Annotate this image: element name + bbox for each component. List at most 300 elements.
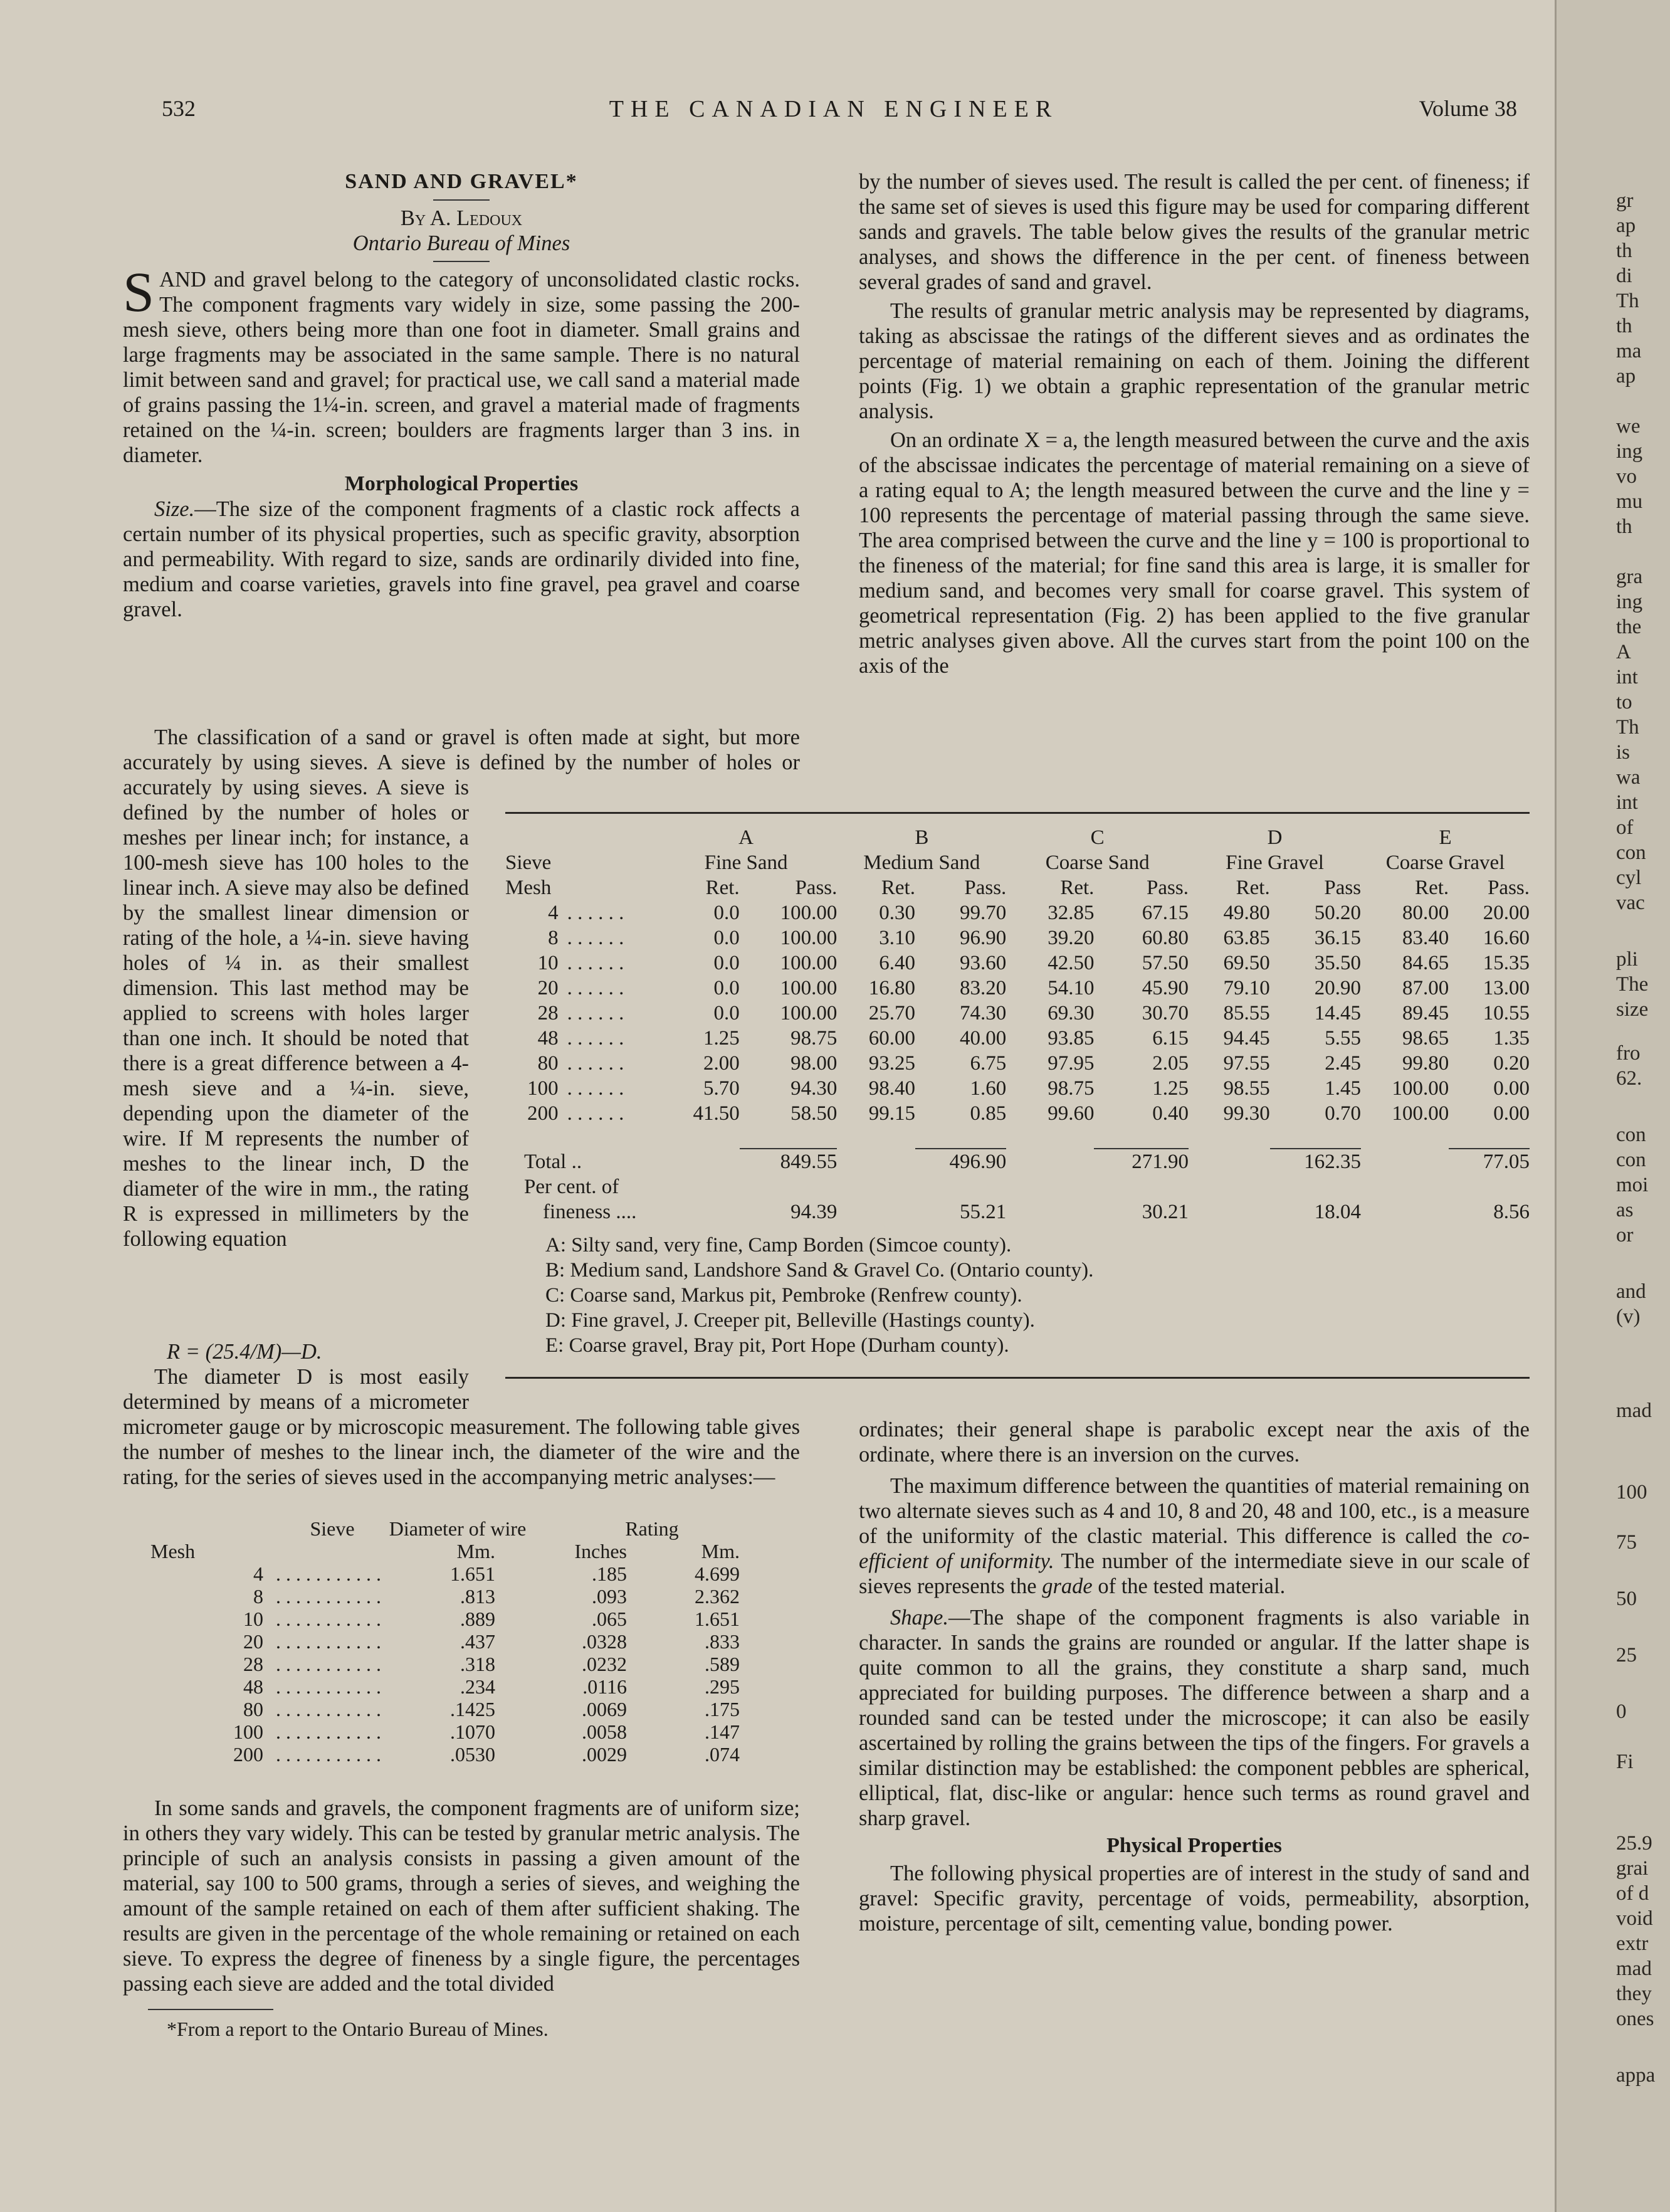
- pass-head-e: Pass.: [1488, 877, 1530, 899]
- intro-paragraph: [123, 261, 800, 468]
- bleed-line: size: [1616, 998, 1649, 1021]
- bleed-line: pli: [1616, 948, 1638, 971]
- bleed-line: Th: [1616, 716, 1639, 739]
- page-number: 532: [162, 96, 196, 121]
- pass-cell: 10.55: [1483, 1002, 1530, 1024]
- sieve-cell-r: .295: [705, 1675, 740, 1698]
- ret-cell: 99.80: [1402, 1052, 1449, 1075]
- bleed-line: and: [1616, 1280, 1646, 1303]
- bleed-line: (v): [1616, 1305, 1641, 1328]
- analysis-row: [505, 925, 1530, 951]
- table-top-rule: [505, 812, 1530, 814]
- pass-cell: 0.40: [1152, 1102, 1189, 1125]
- shape-text: —The shape of the component fragments is also variable in character. In sands the grains are rounded or angular. If the latter shape is quite common to all the grains, they constitute a sharp sand, much appreciated for building purposes. The difference between a sharp and a rounded sand can be tested under the microscope; it can also be easily ascertained by rolling the grains between the tips of the fingers. For gravels a similar distinction may be established: the component pebbles are spherical, elliptical, flat, disc-like or angular: hence such terms as round gravel and sharp gravel.: [859, 1606, 1530, 1830]
- micrometer-paragraph-b: micrometer gauge or by microscopic measurement. The following table gives the number of meshes to the linear inch, the diameter of the wire and the rating, for the series of sieves used in the accompanying metric analyses:—: [123, 1415, 800, 1489]
- analysis-row: [505, 976, 1530, 1001]
- sieve-cell-mesh: 100: [233, 1720, 263, 1743]
- pass-cell: 15.35: [1483, 952, 1530, 974]
- ret-cell: 93.85: [1048, 1027, 1095, 1050]
- sieve-row: [150, 1630, 777, 1653]
- sieve-cell-in: .0232: [582, 1653, 627, 1675]
- bleed-line: 25.9: [1616, 1832, 1652, 1855]
- bleed-line: 75: [1616, 1531, 1637, 1554]
- sieve-cell-mesh: 8: [253, 1585, 263, 1608]
- fineness-c: 30.21: [1142, 1201, 1189, 1223]
- sieve-cell-r: 4.699: [695, 1562, 740, 1585]
- title-rule: [433, 199, 490, 201]
- ret-cell: 0.0: [713, 977, 740, 999]
- bleed-line: fro: [1616, 1042, 1641, 1065]
- bleed-line: they: [1616, 1983, 1652, 2005]
- analysis-subhead-row: [505, 875, 1530, 900]
- sieve-cell-mm: .234: [460, 1675, 495, 1698]
- ret-cell: 94.45: [1223, 1027, 1270, 1050]
- ret-cell: 39.20: [1048, 927, 1095, 949]
- sieve-row: [150, 1720, 777, 1743]
- pass-cell: 100.00: [780, 1002, 838, 1024]
- pass-cell: 6.15: [1152, 1027, 1189, 1050]
- bleed-line: is: [1616, 741, 1631, 764]
- wire-col-head: Diameter of wire: [389, 1517, 527, 1540]
- ret-cell: 16.80: [868, 977, 915, 999]
- dot-leader: . . . . . . . . . . .: [276, 1675, 381, 1698]
- page-header: [150, 95, 1517, 133]
- ret-cell: 2.00: [703, 1052, 740, 1075]
- ret-cell: 69.30: [1048, 1002, 1095, 1024]
- sieve-cell-r: .589: [705, 1653, 740, 1675]
- sieve-cell-mesh: 80: [243, 1698, 263, 1720]
- pass-cell: 100.00: [780, 952, 838, 974]
- ret-cell: 63.85: [1223, 927, 1270, 949]
- pass-cell: 16.60: [1483, 927, 1530, 949]
- col-letter-c: C: [1090, 826, 1105, 849]
- analysis-total-row: [505, 1149, 1530, 1174]
- footnote: *From a report to the Ontario Bureau of Mines.: [167, 2018, 549, 2040]
- sieve-cell-r: .074: [705, 1743, 740, 1766]
- ret-cell: 89.45: [1402, 1002, 1449, 1024]
- analysis-row: [505, 1076, 1530, 1101]
- bleed-line: The: [1616, 973, 1649, 996]
- left-column-lower: [123, 1364, 800, 1414]
- pass-cell: 98.75: [790, 1027, 838, 1050]
- sieve-cell-mm: .318: [460, 1653, 495, 1675]
- pass-cell: 13.00: [1483, 977, 1530, 999]
- classification-paragraph-narrow: [123, 775, 469, 1251]
- grade-term: grade: [1042, 1574, 1093, 1598]
- table-bottom-rule: [505, 1377, 1530, 1379]
- dot-leader: . . . . . .: [567, 1077, 624, 1100]
- sieve-table-head1: [150, 1517, 777, 1540]
- dot-leader: . . . . . .: [567, 1102, 624, 1125]
- total-c: 271.90: [1132, 1151, 1189, 1173]
- dot-leader: . . . . . .: [567, 952, 624, 974]
- pass-cell: 57.50: [1142, 952, 1189, 974]
- pass-cell: 6.75: [970, 1052, 1007, 1075]
- analysis-mesh: 10: [537, 952, 559, 974]
- sieve-cell-in: .0069: [582, 1698, 627, 1720]
- bleed-line: vo: [1616, 465, 1637, 488]
- sieve-row: [150, 1743, 777, 1766]
- total-b: 496.90: [949, 1151, 1007, 1173]
- bleed-line: Fi: [1616, 1751, 1634, 1773]
- ret-cell: 49.80: [1223, 902, 1270, 924]
- ret-cell: 41.50: [693, 1102, 740, 1125]
- sieve-table-head2: [150, 1540, 777, 1562]
- pass-head-b: Pass.: [964, 877, 1007, 899]
- ret-cell: 98.65: [1402, 1027, 1449, 1050]
- sieve-cell-mesh: 4: [253, 1562, 263, 1585]
- article-title: SAND AND GRAVEL*: [345, 170, 578, 193]
- pass-cell: 35.50: [1314, 952, 1362, 974]
- bleed-line: cyl: [1616, 866, 1642, 889]
- analysis-letter-row: [505, 825, 1530, 850]
- dot-leader: . . . . . . . . . . .: [276, 1743, 381, 1766]
- bleed-line: ing: [1616, 591, 1643, 613]
- sieve-cell-mm: .889: [460, 1608, 495, 1630]
- bleed-line: 100: [1616, 1481, 1647, 1504]
- pass-cell: 1.35: [1493, 1027, 1530, 1050]
- bleed-line: to: [1616, 691, 1632, 714]
- ret-cell: 42.50: [1048, 952, 1095, 974]
- bleed-line: mad: [1616, 1399, 1652, 1422]
- dot-leader: . . . . . . . . . . .: [276, 1585, 381, 1608]
- dot-leader: . . . . . . . . . . .: [276, 1653, 381, 1675]
- dot-leader: . . . . . . . . . . .: [276, 1562, 381, 1585]
- ret-cell: 0.0: [713, 1002, 740, 1024]
- total-a: 849.55: [780, 1151, 838, 1173]
- col-letter-d: D: [1267, 826, 1283, 849]
- analysis-name-row: [505, 850, 1530, 875]
- analysis-mesh: 80: [537, 1052, 559, 1075]
- dot-leader: . . . . . .: [567, 927, 624, 949]
- bleed-line: void: [1616, 1907, 1653, 1930]
- bleed-line: A: [1616, 641, 1631, 663]
- total-e: 77.05: [1483, 1151, 1530, 1173]
- analysis-fineness-label-row: [505, 1174, 1530, 1199]
- legend-b: B: Medium sand, Landshore Sand & Gravel Co. (Ontario county).: [545, 1259, 1094, 1282]
- legend-c: C: Coarse sand, Markus pit, Pembroke (Renfrew county).: [545, 1284, 1022, 1307]
- pass-cell: 40.00: [960, 1027, 1007, 1050]
- pass-cell: 83.20: [960, 977, 1007, 999]
- fineness-label-1: Per cent. of: [524, 1176, 619, 1198]
- analysis-mesh: 20: [537, 977, 559, 999]
- sieve-row: [150, 1653, 777, 1675]
- ret-cell: 60.00: [868, 1027, 915, 1050]
- bleed-line: int: [1616, 666, 1638, 688]
- analysis-row: [505, 951, 1530, 976]
- bleed-line: or: [1616, 1224, 1634, 1246]
- analysis-row: [505, 1051, 1530, 1076]
- ret-cell: 0.30: [879, 902, 915, 924]
- bleed-line: di: [1616, 265, 1632, 287]
- sieve-cell-mesh: 28: [243, 1653, 263, 1675]
- bleed-line: th: [1616, 515, 1632, 538]
- ret-head-e: Ret.: [1415, 877, 1449, 899]
- ret-cell: 3.10: [879, 927, 915, 949]
- dot-leader: . . . . . .: [567, 1002, 624, 1024]
- sieve-cell-in: .0029: [582, 1743, 627, 1766]
- total-label: Total ..: [524, 1150, 582, 1173]
- affiliation: Ontario Bureau of Mines: [352, 231, 570, 255]
- granular-text: In some sands and gravels, the component fragments are of uniform size; in others they vary widely. This can be tested by granular metric analysis. The principle of such an analysis consists in passing a given amount of the material, say 100 to 500 grams, through a series of sieves, and weighing the amount of the sample retained on each of them after sufficient shaking. The results are given in the percentage of the whole remaining or retained on each sieve. To express the degree of fineness by a single figure, the percentages passing each sieve are added and the total divided: [123, 1796, 800, 1996]
- col-name-a: Fine Sand: [704, 851, 788, 874]
- rating-col-head: Rating: [625, 1517, 679, 1540]
- sieve-cell-mm: .0530: [450, 1743, 495, 1766]
- ret-cell: 69.50: [1223, 952, 1270, 974]
- granular-paragraph: [123, 1796, 800, 1996]
- right-column-top: [859, 169, 1530, 754]
- bleed-line: the: [1616, 616, 1642, 638]
- sieve-cell-r: .833: [705, 1630, 740, 1653]
- ret-head-d: Ret.: [1236, 877, 1270, 899]
- bleed-line: wa: [1616, 766, 1641, 789]
- bleed-line: gra: [1616, 566, 1643, 588]
- sieve-row: [150, 1585, 777, 1608]
- dot-leader: . . . . . . . . . . .: [276, 1720, 381, 1743]
- ret-cell: 0.0: [713, 902, 740, 924]
- legend-d: D: Fine gravel, J. Creeper pit, Belleville (Hastings county).: [545, 1309, 1035, 1332]
- ret-cell: 99.30: [1223, 1102, 1270, 1125]
- sieve-cell-mm: .1425: [450, 1698, 495, 1720]
- bleed-line: grai: [1616, 1857, 1649, 1880]
- pass-cell: 0.85: [970, 1102, 1007, 1125]
- sieve-cell-in: .065: [592, 1608, 627, 1630]
- ret-cell: 93.25: [868, 1052, 915, 1075]
- sieve-cell-in: .185: [592, 1562, 627, 1585]
- dot-leader: . . . . . .: [567, 1052, 624, 1075]
- col-name-d: Fine Gravel: [1226, 851, 1324, 874]
- mm-col-head: Mm.: [456, 1540, 495, 1562]
- col-letter-a: A: [738, 826, 754, 849]
- byline: By A. Ledoux: [400, 206, 523, 230]
- bleed-line: con: [1616, 1124, 1646, 1146]
- bleed-line: appa: [1616, 2064, 1656, 2087]
- pass-cell: 0.20: [1493, 1052, 1530, 1075]
- dot-leader: . . . . . .: [567, 977, 624, 999]
- ret-cell: 97.55: [1223, 1052, 1270, 1075]
- analysis-mesh: 28: [537, 1002, 559, 1024]
- bleed-line: mu: [1616, 490, 1643, 513]
- sieve-cell-in: .093: [592, 1585, 627, 1608]
- ret-cell: 0.0: [713, 927, 740, 949]
- size-text: —The size of the component fragments of a clastic rock affects a certain number of its physical properties, such as specific gravity, absorption and permeability. With regard to size, sands are ordinarily divided into fine, medium and coarse varieties, gravels into fine gravel, pea gravel and coarse gravel.: [123, 497, 800, 621]
- ordinates-paragraph: ordinates; their general shape is parabolic except near the axis of the ordinate, where there is an inversion on the curves.: [859, 1418, 1530, 1467]
- equation-block: [123, 1339, 469, 1364]
- ret-head-a: Ret.: [705, 877, 740, 899]
- pass-cell: 20.00: [1483, 902, 1530, 924]
- total-d: 162.35: [1304, 1151, 1362, 1173]
- sieve-cell-in: .0058: [582, 1720, 627, 1743]
- pass-cell: 99.70: [960, 902, 1007, 924]
- pass-head-d: Pass: [1324, 877, 1362, 899]
- ret-cell: 99.60: [1048, 1102, 1095, 1125]
- left-column: [123, 169, 800, 622]
- col-letter-e: E: [1439, 826, 1452, 849]
- ordinate-paragraph: On an ordinate X = a, the length measured between the curve and the axis of the abscissae indicates the percentage of material remaining on a sieve of a rating equal to A; the length measured between the curve and the line y = 100 represents the percentage of material passing through the same sieve. The area comprised between the curve and the line y = 100 is proportional to the fineness of the material; for fine sand this area is large, it is smaller for medium sand, and becomes very small for coarse gravel. This system of geometrical representation (Fig. 2) has been applied to the five granular metric analyses given above. All the curves start from the point 100 on the axis of the: [859, 428, 1530, 678]
- journal-title: THE CANADIAN ENGINEER: [609, 96, 1059, 122]
- morphological-heading: Morphological Properties: [344, 472, 579, 495]
- bleed-line: extr: [1616, 1932, 1649, 1955]
- shape-lead: Shape.: [890, 1606, 948, 1630]
- pass-cell: 100.00: [780, 902, 838, 924]
- bleed-line: th: [1616, 315, 1632, 337]
- uniformity-text-c: of the tested material.: [1092, 1574, 1286, 1598]
- bleed-line: as: [1616, 1199, 1634, 1221]
- bleed-line: we: [1616, 415, 1641, 438]
- ret-cell: 98.55: [1223, 1077, 1270, 1100]
- bleed-line: ap: [1616, 365, 1636, 387]
- mesh-head: Mesh: [505, 877, 552, 899]
- bleed-line: mad: [1616, 1957, 1652, 1980]
- pass-cell: 74.30: [960, 1002, 1007, 1024]
- intro-text: AND and gravel belong to the category of unconsolidated clastic rocks. The component fragments vary widely in size, some passing the 200-mesh sieve, others being more than one foot in diameter. Small grains and large fragments may be associated in the same sample. There is no natural limit between sand and gravel; for practical use, we call sand a material made of grains passing the 1¼-in. screen, and gravel a material made of fragments retained on the ¼-in. screen; boulders are fragments larger than 3 ins. in diameter.: [123, 268, 800, 467]
- analysis-table: [505, 825, 1530, 1224]
- rmm-col-head: Mm.: [701, 1540, 740, 1562]
- dot-leader: . . . . . . . . . . .: [276, 1630, 381, 1653]
- ret-cell: 83.40: [1402, 927, 1449, 949]
- bleed-line: 0: [1616, 1700, 1627, 1723]
- pass-cell: 67.15: [1142, 902, 1189, 924]
- physical-paragraph: The following physical properties are of interest in the study of sand and gravel: Specific gravity, percentage of voids, permeability, absorption, moisture, percentage of silt, cementing value, bonding power.: [859, 1862, 1530, 1936]
- sieve-cell-r: 2.362: [695, 1585, 740, 1608]
- diagram-paragraph: The results of granular metric analysis may be represented by diagrams, taking as abscissae the ratings of the different sieves and as ordinates the percentage of material remaining on each of them. Joining the different points (Fig. 1) we obtain a graphic representation of the granular metric analysis.: [859, 299, 1530, 423]
- bleed-line: Th: [1616, 290, 1639, 312]
- pass-cell: 2.45: [1325, 1052, 1362, 1075]
- bleed-line: vac: [1616, 892, 1645, 914]
- analysis-mesh: 100: [527, 1077, 559, 1100]
- classification-text-a: The classification of a sand or gravel is often made at sight, but more accurately by using sieves. A sieve is defined by the number of holes or: [123, 725, 800, 774]
- pass-cell: 20.90: [1314, 977, 1362, 999]
- pass-cell: 93.60: [960, 952, 1007, 974]
- sieve-cell-r: .147: [705, 1720, 740, 1743]
- granular-paragraph-block: [123, 1796, 800, 2041]
- uniformity-text-b: The number of the intermediate sieve in our scale of sieves represents the: [859, 1549, 1530, 1598]
- fineness-a: 94.39: [790, 1201, 838, 1223]
- pass-cell: 0.00: [1493, 1102, 1530, 1125]
- ret-cell: 85.55: [1223, 1002, 1270, 1024]
- pass-cell: 1.60: [970, 1077, 1007, 1100]
- ret-cell: 97.95: [1048, 1052, 1095, 1075]
- bleed-line: moi: [1616, 1174, 1649, 1196]
- ret-cell: 54.10: [1048, 977, 1095, 999]
- byline-rule: [433, 261, 490, 262]
- mesh-col-head: Mesh: [150, 1540, 196, 1562]
- sieve-table-block: [150, 1517, 777, 1766]
- pass-cell: 5.55: [1325, 1027, 1362, 1050]
- pass-cell: 1.25: [1152, 1077, 1189, 1100]
- ret-cell: 1.25: [703, 1027, 740, 1050]
- fineness-d: 18.04: [1314, 1201, 1362, 1223]
- shape-paragraph: [859, 1605, 1530, 1831]
- dot-leader: . . . . . .: [567, 1027, 624, 1050]
- fineness-paragraph: by the number of sieves used. The result is called the per cent. of fineness; if the same set of sieves is used this figure may be used for comparing different sands and gravels. The table below gives the results of the granular metric analyses, and shows the difference in the per cent. of fineness between several grades of sand and gravel.: [859, 170, 1530, 294]
- bleed-line: ones: [1616, 2008, 1654, 2030]
- pass-cell: 30.70: [1142, 1002, 1189, 1024]
- sieve-row: [150, 1562, 777, 1585]
- sieve-cell-in: .0328: [582, 1630, 627, 1653]
- right-column-lower: [859, 1417, 1530, 1936]
- legend-a: A: Silty sand, very fine, Camp Borden (Simcoe county).: [545, 1234, 1012, 1256]
- bleed-line: 50: [1616, 1588, 1637, 1610]
- ret-cell: 100.00: [1392, 1102, 1449, 1125]
- micrometer-rest: [123, 1414, 800, 1490]
- sieve-col-head: Sieve: [310, 1517, 355, 1540]
- micrometer-text-a: The diameter D is most easily determined by means of a micrometer: [123, 1365, 469, 1414]
- footnote-rule: [148, 2009, 273, 2010]
- ret-cell: 99.15: [868, 1102, 915, 1125]
- sieve-cell-mm: .437: [460, 1630, 495, 1653]
- bleed-line: of: [1616, 816, 1634, 839]
- bleed-line: 25: [1616, 1644, 1637, 1667]
- ret-cell: 6.40: [879, 952, 915, 974]
- sieve-cell-mesh: 10: [243, 1608, 263, 1630]
- ret-cell: 5.70: [703, 1077, 740, 1100]
- pass-cell: 50.20: [1314, 902, 1362, 924]
- inches-col-head: Inches: [574, 1540, 627, 1562]
- pass-cell: 96.90: [960, 927, 1007, 949]
- analysis-mesh: 4: [548, 902, 559, 924]
- pass-cell: 100.00: [780, 977, 838, 999]
- pass-cell: 36.15: [1314, 927, 1362, 949]
- analysis-sum-rule-row: [505, 1126, 1530, 1149]
- fineness-label-2: fineness ....: [543, 1201, 637, 1223]
- sieve-cell-in: .0116: [582, 1675, 627, 1698]
- classification-narrow: [123, 775, 469, 1352]
- sieve-cell-r: .175: [705, 1698, 740, 1720]
- pass-cell: 94.30: [790, 1077, 838, 1100]
- ret-cell: 87.00: [1402, 977, 1449, 999]
- bleed-line: th: [1616, 240, 1632, 262]
- col-name-e: Coarse Gravel: [1385, 851, 1505, 874]
- bleed-line: 62.: [1616, 1067, 1642, 1090]
- col-name-c: Coarse Sand: [1045, 851, 1150, 874]
- bleed-line: con: [1616, 841, 1646, 864]
- fineness-e: 8.56: [1493, 1201, 1530, 1223]
- pass-cell: 100.00: [780, 927, 838, 949]
- col-name-b: Medium Sand: [863, 851, 980, 874]
- pass-cell: 58.50: [790, 1102, 838, 1125]
- ret-cell: 80.00: [1402, 902, 1449, 924]
- pass-cell: 14.45: [1314, 1002, 1362, 1024]
- analysis-row: [505, 900, 1530, 925]
- bleed-line: ma: [1616, 340, 1642, 362]
- pass-cell: 0.70: [1325, 1102, 1362, 1125]
- analysis-legend: [545, 1233, 1486, 1358]
- pass-cell: 0.00: [1493, 1077, 1530, 1100]
- pass-cell: 60.80: [1142, 927, 1189, 949]
- ret-head-b: Ret.: [881, 877, 915, 899]
- sieve-cell-r: 1.651: [695, 1608, 740, 1630]
- ret-cell: 100.00: [1392, 1077, 1449, 1100]
- analysis-mesh: 48: [537, 1027, 559, 1050]
- pass-head-c: Pass.: [1147, 877, 1189, 899]
- micrometer-narrow: [123, 1364, 469, 1414]
- sieve-head: Sieve: [505, 851, 552, 874]
- sieve-cell-mesh: 48: [243, 1675, 263, 1698]
- sieve-cell-mm: 1.651: [450, 1562, 495, 1585]
- dot-leader: . . . . . . . . . . .: [276, 1608, 381, 1630]
- uniformity-term: co-efficient of uniformity.: [859, 1524, 1530, 1573]
- size-lead: Size.: [154, 497, 195, 521]
- sieve-cell-mesh: 200: [233, 1743, 263, 1766]
- dot-leader: . . . . . . . . . . .: [276, 1698, 381, 1720]
- classification-top: [123, 725, 800, 775]
- pass-cell: 2.05: [1152, 1052, 1189, 1075]
- analysis-row: [505, 1001, 1530, 1026]
- classification-paragraph-top: [123, 725, 800, 775]
- sieve-table: [150, 1517, 777, 1766]
- ret-cell: 0.0: [713, 952, 740, 974]
